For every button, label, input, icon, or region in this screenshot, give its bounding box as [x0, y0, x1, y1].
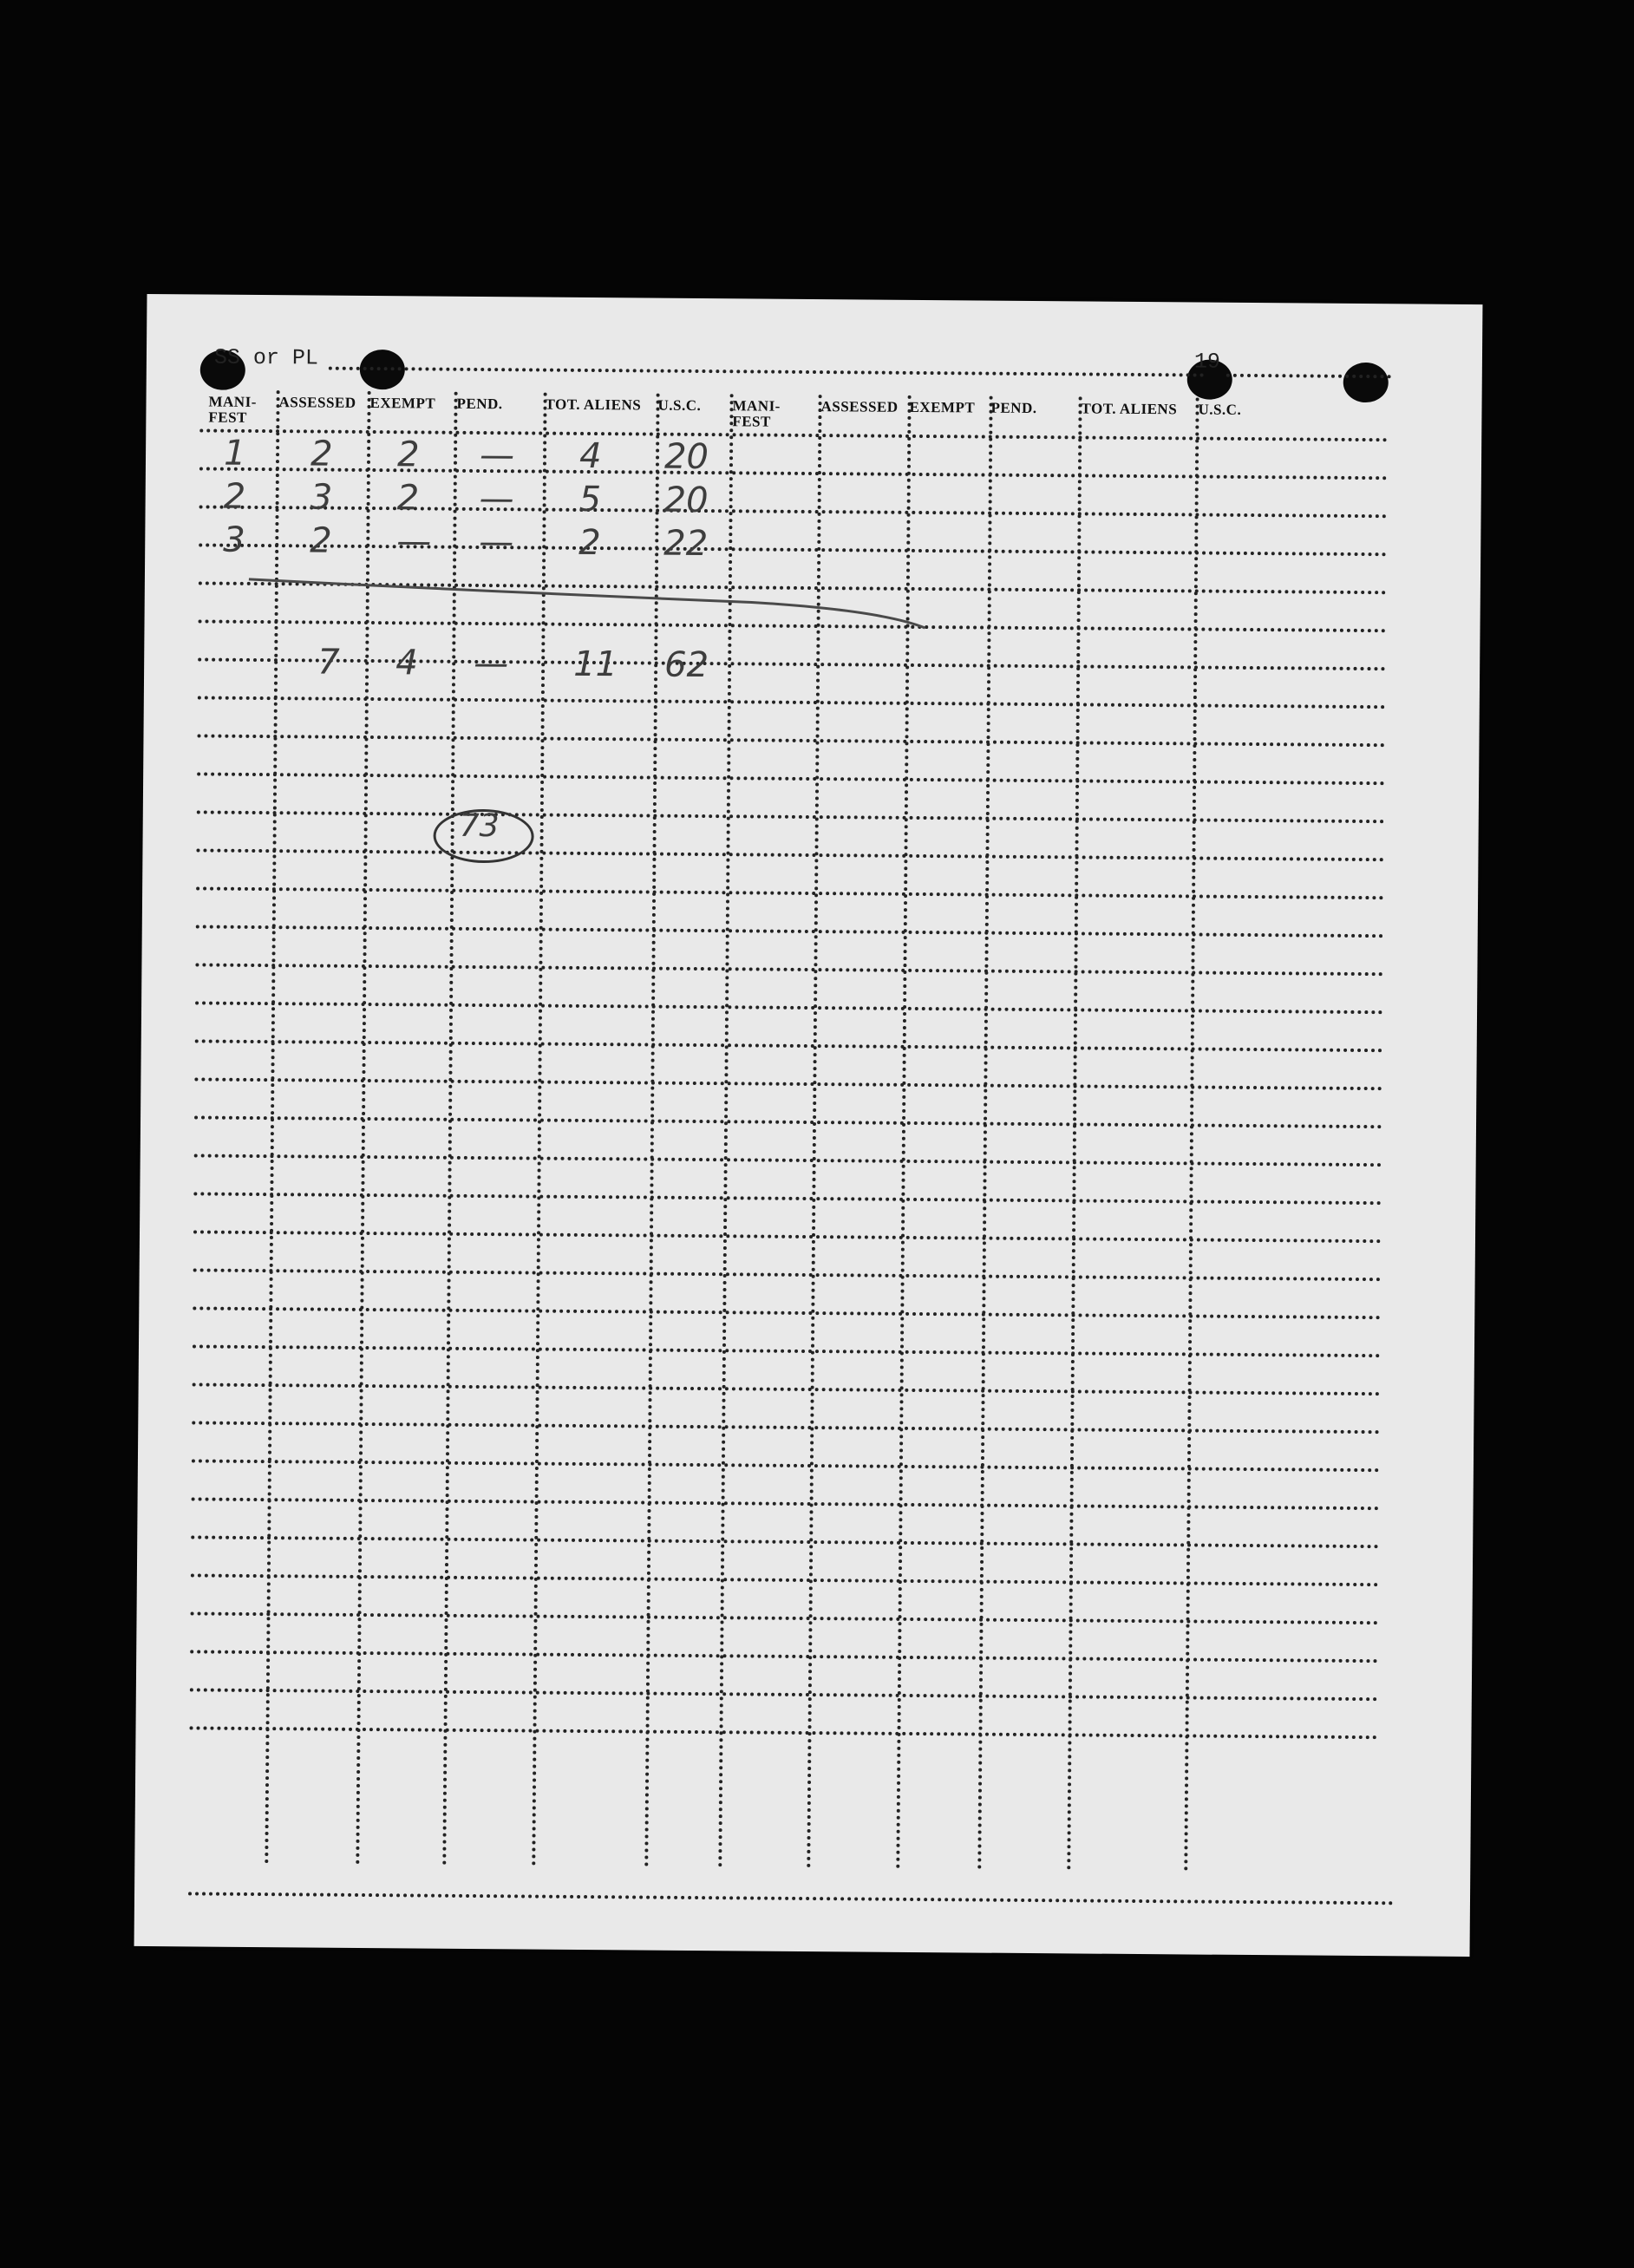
total-usc: 62: [663, 644, 709, 686]
entry-tot-aliens: 2: [578, 522, 601, 564]
entry-assessed: 2: [310, 434, 333, 474]
column-header: U.S.C.: [657, 396, 702, 415]
entry-manifest: 1: [223, 433, 246, 474]
entry-exempt: 2: [396, 478, 420, 519]
entry-exempt: —: [396, 521, 432, 562]
column-header: EXEMPT: [369, 395, 436, 412]
form-sheet: [134, 294, 1483, 1957]
column-header: TOT. ALIENS: [545, 395, 642, 414]
entry-assessed: 2: [310, 520, 332, 561]
entry-assessed: 3: [310, 477, 333, 518]
column-header: EXEMPT: [909, 398, 976, 416]
total-underline: [134, 294, 1483, 1957]
total-pend: —: [473, 643, 509, 684]
total-tot-aliens: 11: [572, 644, 618, 685]
column-header: TOT. ALIENS: [1081, 400, 1178, 418]
total-exempt: 4: [395, 643, 418, 683]
entry-exempt: 2: [396, 435, 420, 475]
grand-total-value: 73: [459, 807, 500, 845]
entry-pend: —: [479, 435, 515, 476]
entry-usc: 20: [663, 480, 709, 521]
entry-tot-aliens: 5: [578, 479, 602, 520]
entry-usc: 20: [663, 436, 709, 478]
entry-tot-aliens: 4: [578, 435, 602, 477]
column-header: MANI- FEST: [208, 393, 257, 426]
vessel-type-label: SS or PL: [213, 344, 319, 371]
total-assessed: 7: [317, 642, 340, 683]
column-header: ASSESSED: [278, 394, 356, 411]
entry-usc: 22: [663, 523, 709, 565]
entry-manifest: 3: [223, 520, 245, 560]
entry-pend: —: [479, 521, 514, 563]
column-header: U.S.C.: [1198, 401, 1242, 418]
column-header: ASSESSED: [820, 398, 899, 415]
year-label: 19: [1193, 349, 1221, 375]
column-header: MANI- FEST: [732, 397, 781, 430]
entry-manifest: 2: [223, 476, 246, 517]
column-header: PEND.: [456, 395, 503, 413]
column-header: PEND.: [990, 399, 1037, 417]
entry-pend: —: [479, 478, 514, 520]
